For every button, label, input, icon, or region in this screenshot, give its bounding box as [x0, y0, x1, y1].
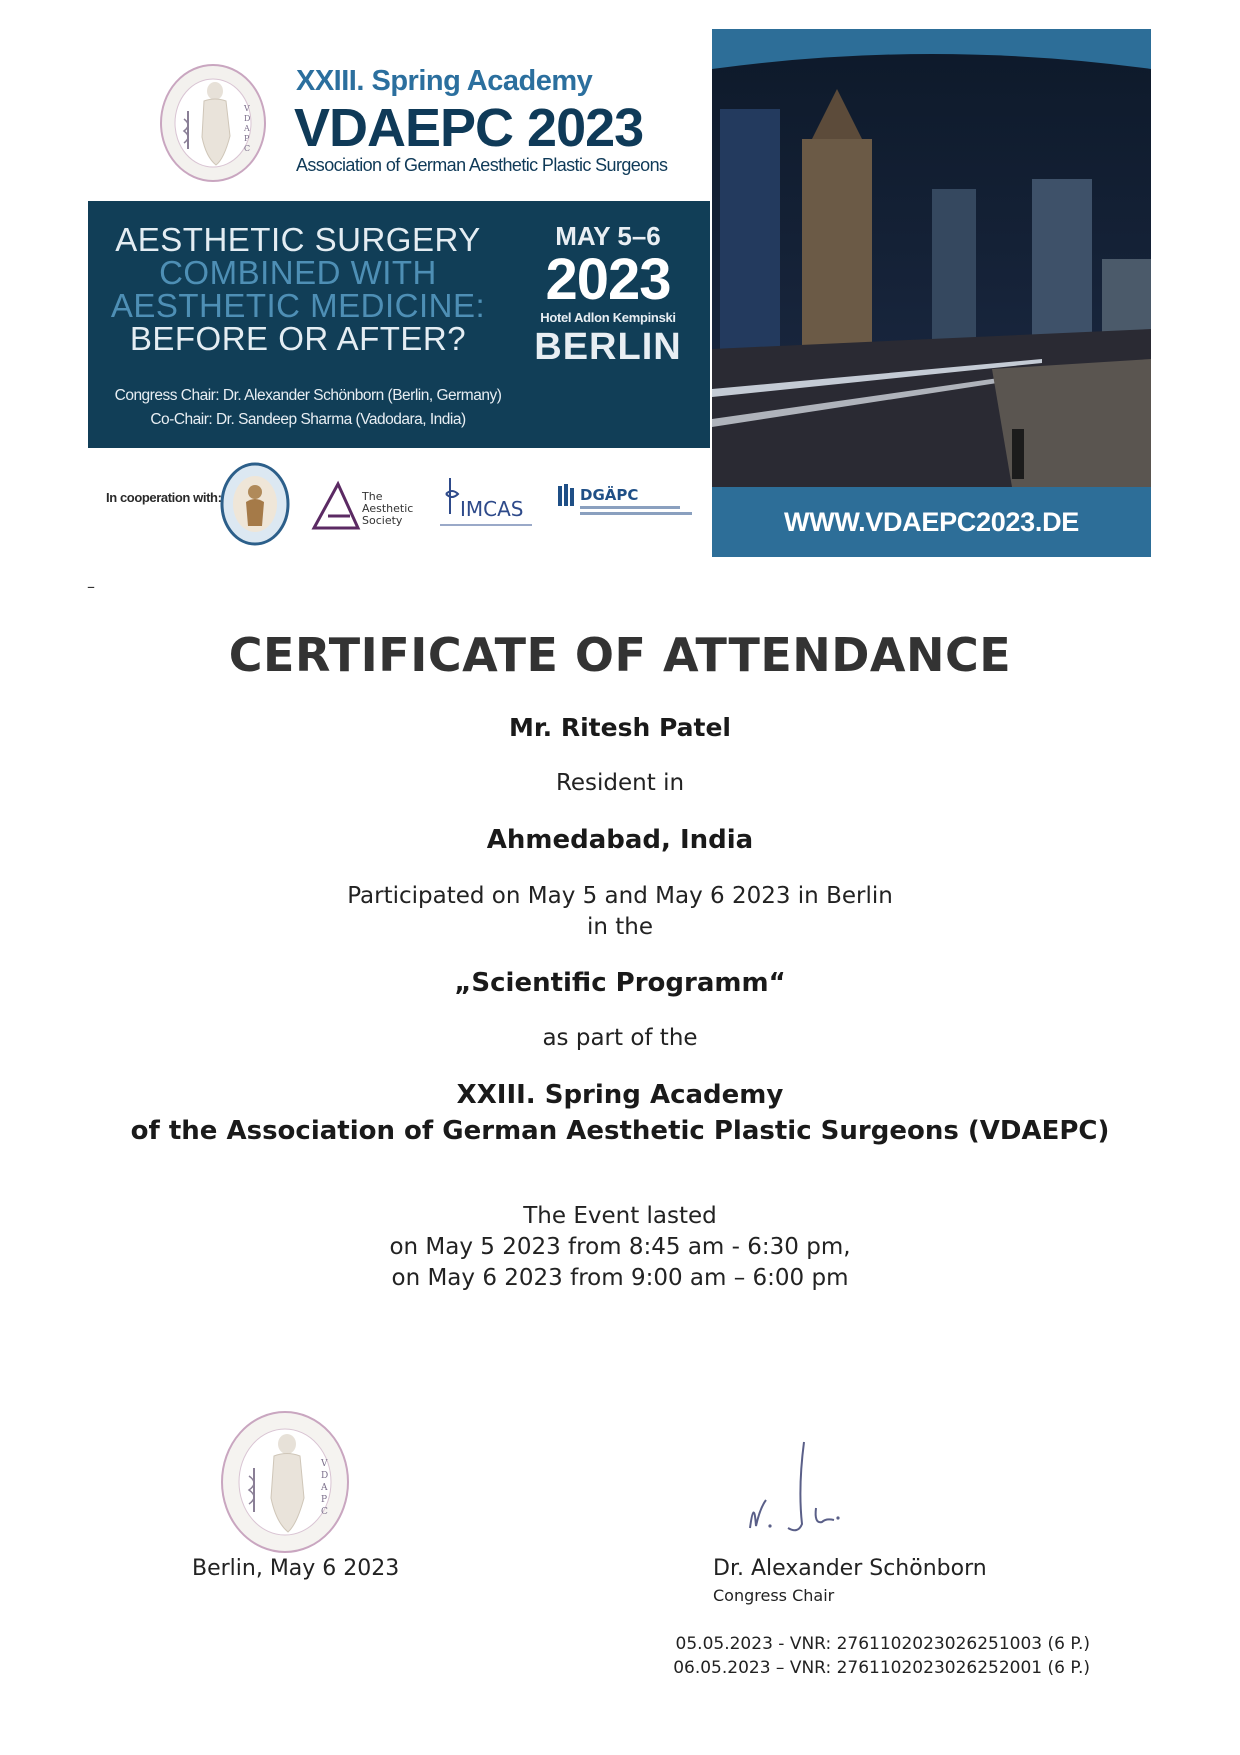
iaaps-logo: [220, 462, 290, 546]
attendee-name: Mr. Ritesh Patel: [509, 713, 731, 742]
svg-text:Society: Society: [362, 514, 403, 527]
participation-text: Participated on May 5 and May 6 2023 in Berlin: [347, 883, 893, 909]
cooperation-strip: [88, 448, 710, 557]
theme-line: AESTHETIC MEDICINE:: [110, 287, 486, 324]
svg-text:DGÄPC: DGÄPC: [580, 486, 639, 504]
venue-city: BERLIN: [534, 326, 682, 368]
accreditation-number: 06.05.2023 – VNR: 2761102023026252001 (6 P.): [673, 1658, 1090, 1678]
co-chair-line: Co-Chair: Dr. Sandeep Sharma (Vadodara, India): [150, 411, 466, 428]
congress-chair-line: Congress Chair: Dr. Alexander Schönborn (Berlin, Germany): [114, 387, 502, 404]
academy-name: XXIII. Spring Academy: [456, 1080, 784, 1110]
theme-line: BEFORE OR AFTER?: [129, 320, 467, 357]
event-duration-label: The Event lasted: [523, 1203, 717, 1229]
event-day-schedule: on May 6 2023 from 9:00 am – 6:00 pm: [391, 1265, 849, 1291]
association-name: of the Association of German Aesthetic Plastic Surgeons (VDAEPC): [130, 1116, 1110, 1146]
vdaepc-seal-logo: [158, 61, 268, 185]
part-of-label: as part of the: [542, 1025, 698, 1051]
separator-mark: –: [87, 577, 95, 596]
svg-text:V: V: [321, 1459, 328, 1469]
dgaepc-logo: [554, 480, 694, 526]
vdaepc-seal-stamp: [218, 1408, 352, 1556]
programme-name: „Scientific Programm“: [454, 968, 786, 998]
signer-role: Congress Chair: [713, 1586, 835, 1605]
theme-line: COMBINED WITH: [159, 254, 437, 291]
event-website: WWW.VDAEPC2023.DE: [784, 507, 1079, 537]
svg-text:P: P: [244, 134, 250, 143]
academy-heading: XXIII. Spring Academy: [296, 65, 593, 97]
attendee-location: Ahmedabad, India: [486, 825, 754, 855]
event-date-block: [508, 221, 708, 367]
svg-text:Aesthetic: Aesthetic: [362, 502, 414, 515]
svg-text:C: C: [321, 1507, 328, 1517]
banner-header: [88, 29, 710, 201]
berlin-night-illustration: [712, 29, 1151, 557]
banner-theme-block: [88, 201, 710, 448]
participation-text: in the: [586, 914, 654, 940]
svg-text:The: The: [362, 490, 383, 503]
venue-hotel: Hotel Adlon Kempinski: [540, 310, 676, 325]
event-year: 2023: [545, 247, 671, 312]
event-day-schedule: on May 5 2023 from 8:45 am - 6:30 pm,: [389, 1234, 851, 1260]
banner-left-panel: [88, 29, 710, 557]
resident-label: Resident in: [555, 770, 685, 796]
association-subheading: Association of German Aesthetic Plastic Surgeons: [296, 155, 668, 175]
handwritten-signature: [740, 1438, 870, 1548]
cooperation-label: In cooperation with:: [106, 490, 222, 505]
svg-text:A: A: [321, 1483, 328, 1493]
the-aesthetic-society-logo: [310, 478, 420, 532]
svg-text:D: D: [244, 114, 251, 123]
svg-text:V: V: [244, 104, 250, 113]
svg-text:A: A: [244, 124, 250, 133]
certificate-title: CERTIFICATE OF ATTENDANCE: [228, 628, 1012, 682]
theme-line: AESTHETIC SURGERY: [115, 221, 481, 258]
berlin-night-photo: [712, 29, 1151, 557]
accreditation-number: 05.05.2023 - VNR: 2761102023026251003 (6 P.): [675, 1634, 1090, 1654]
imcas-logo: [436, 474, 536, 534]
date-range: MAY 5–6: [555, 221, 661, 251]
svg-text:D: D: [321, 1471, 329, 1481]
congress-heading: VDAEPC 2023: [294, 98, 644, 158]
svg-text:IMCAS: IMCAS: [460, 497, 524, 521]
svg-text:C: C: [244, 144, 251, 153]
signer-name: Dr. Alexander Schönborn: [713, 1556, 987, 1581]
svg-text:P: P: [321, 1495, 328, 1505]
place-and-date: Berlin, May 6 2023: [192, 1556, 400, 1581]
